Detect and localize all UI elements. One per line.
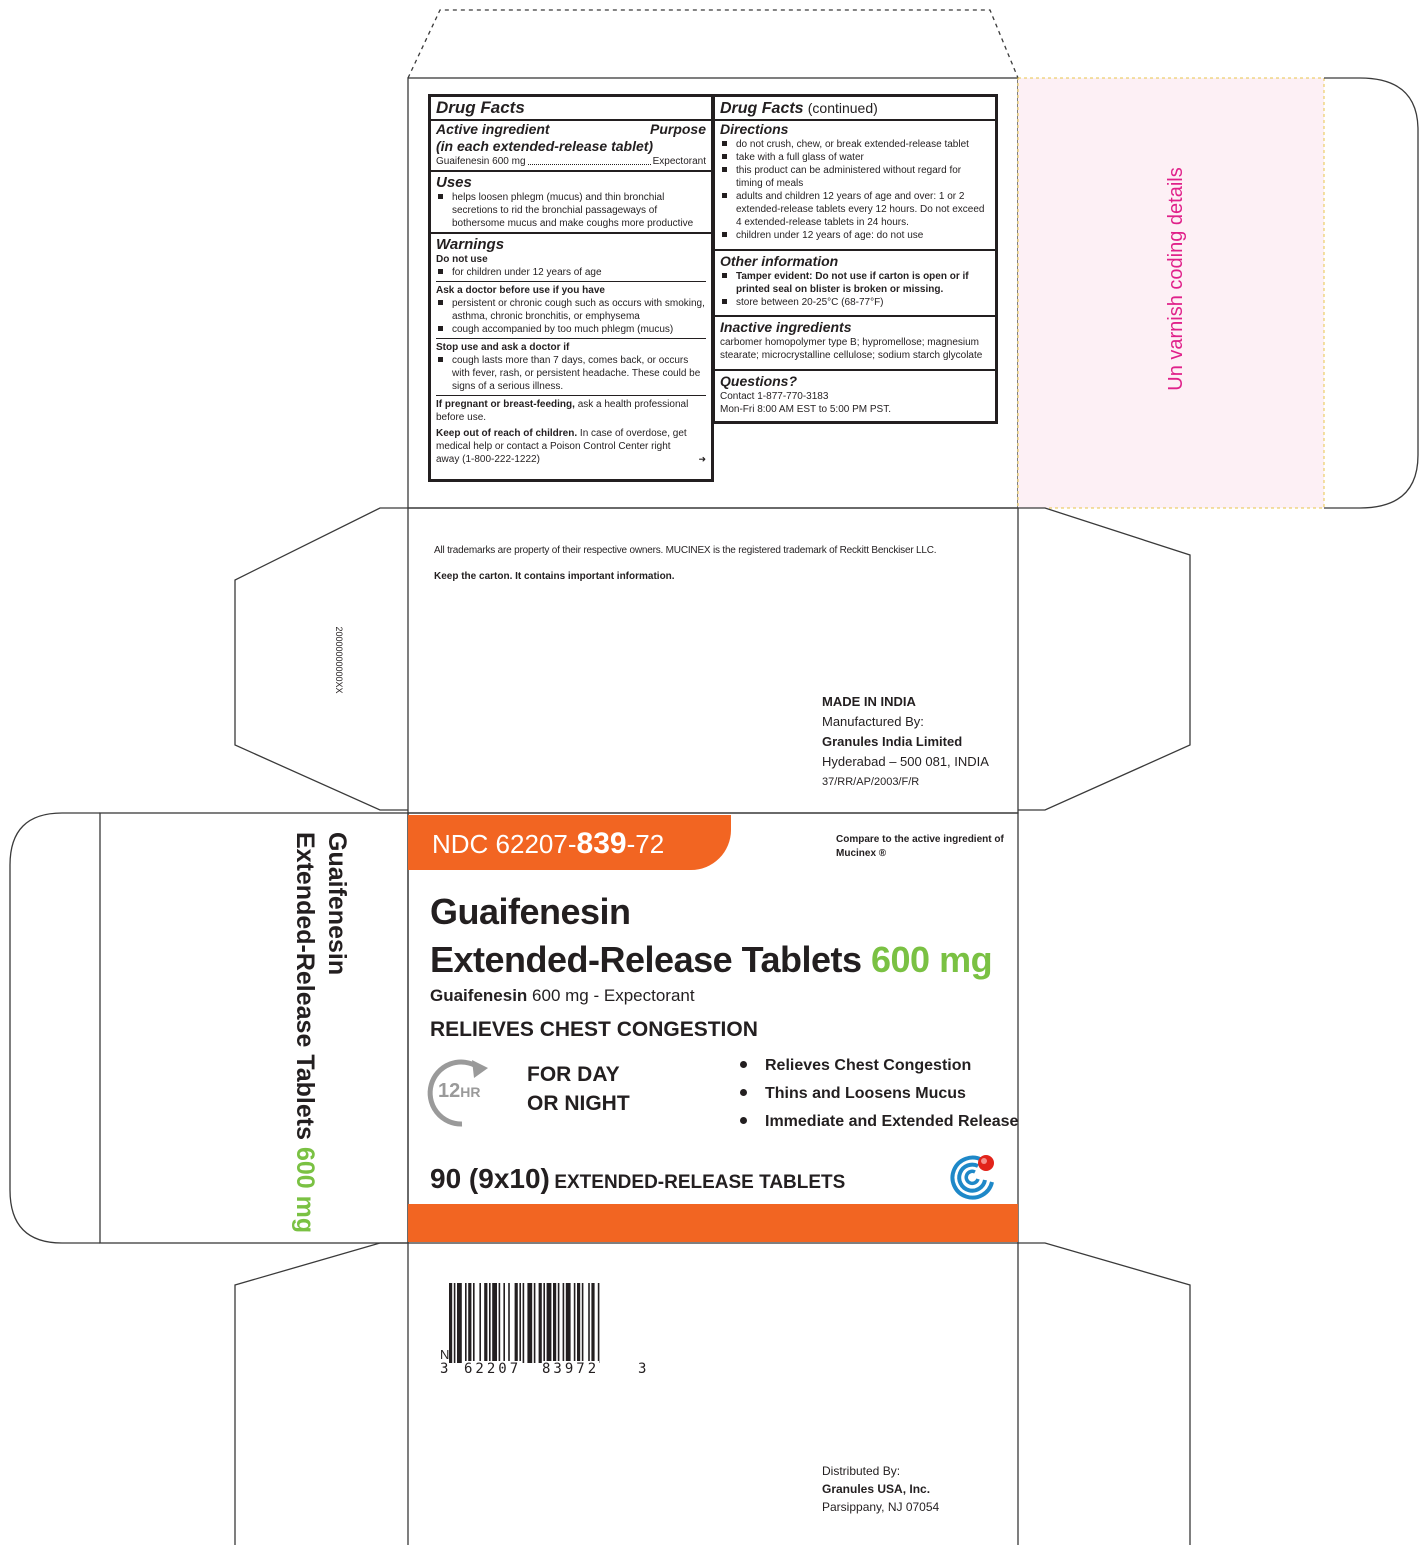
manufactured-by-label: Manufactured By: — [822, 714, 924, 729]
product-strength: 600 mg — [871, 939, 993, 980]
ask-doctor-item: persistent or chronic cough such as occurs with smoking, asthma, chronic bronchitis, or emphysema — [436, 297, 706, 323]
uses-item: helps loosen phlegm (mucus) and thin bronchial secretions to rid the bronchial passageways of bothersome mucus and make coughs more productive — [436, 191, 706, 230]
product-title — [430, 888, 992, 984]
relieves-claim: RELIEVES CHEST CONGESTION — [430, 1018, 758, 1041]
active-ingredient-section — [431, 97, 711, 172]
side-title-product: Extended-Release Tablets — [291, 832, 319, 1140]
product-title-line2 — [430, 936, 992, 984]
benefit-text: Thins and Loosens Mucus — [765, 1085, 966, 1102]
directions-heading: Directions — [720, 121, 789, 137]
keep-carton-notice: Keep the carton. It contains important information. — [434, 571, 675, 582]
tablet-count-number: 90 (9x10) — [430, 1163, 550, 1194]
upc-barcode — [438, 1283, 658, 1383]
day-night-line1: FOR DAY — [527, 1063, 620, 1086]
icon-hours: 12 — [438, 1080, 461, 1102]
barcode-first-digit: 3 — [440, 1361, 449, 1377]
do-not-use-heading: Do not use — [436, 254, 488, 265]
other-information-heading: Other information — [720, 253, 839, 269]
made-in-label: MADE IN INDIA — [822, 694, 916, 709]
drug-facts-continued-box — [712, 94, 998, 424]
other-information-section — [715, 251, 995, 317]
continue-arrow-icon: ➜ — [698, 454, 706, 464]
side-title-strength: 600 mg — [291, 1146, 319, 1234]
stop-use-item: cough lasts more than 7 days, comes back, or occurs with fever, rash, or persistent headache. These could be signs of a serious illness. — [436, 354, 706, 393]
benefit-text: Relieves Chest Congestion — [765, 1057, 972, 1074]
warnings-section — [431, 234, 711, 468]
distributor-name: Granules USA, Inc. — [822, 1482, 931, 1496]
subtitle-detail: 600 mg - Expectorant — [532, 986, 695, 1005]
keep-out-bold: Keep out of reach of children. — [436, 428, 578, 439]
per-tablet-note: (in each extended-release tablet) — [436, 138, 654, 154]
questions-heading: Questions? — [720, 373, 798, 389]
benefits-list — [738, 1052, 1018, 1136]
compare-note: Compare to the active ingredient of Mucinex ® — [836, 834, 1004, 859]
side-panel-text — [283, 832, 353, 1234]
do-not-use-item: for children under 12 years of age — [436, 266, 706, 279]
barcode-bars — [449, 1283, 649, 1363]
directions-item: children under 12 years of age: do not use — [720, 229, 990, 242]
ndc-banner — [408, 815, 731, 870]
benefit-item — [738, 1052, 1018, 1080]
drug-facts-box — [428, 94, 714, 482]
benefit-text: Immediate and Extended Release — [765, 1113, 1019, 1130]
ndc-product-code: 839 — [576, 827, 627, 860]
drug-facts-title: Drug Facts — [436, 98, 525, 117]
inactive-ingredients-text: carbomer homopolymer type B; hypromellose; magnesium stearate; microcrystalline cellulose; sodium starch glycolate — [720, 337, 983, 361]
twelve-hour-icon — [426, 1056, 498, 1128]
warnings-heading: Warnings — [436, 236, 505, 253]
drug-facts-continued-title: Drug Facts — [720, 100, 804, 117]
barcode-n-label: N — [440, 1347, 450, 1362]
ask-doctor-heading: Ask a doctor before use if you have — [436, 285, 605, 296]
product-title-form: Extended-Release Tablets — [430, 939, 862, 980]
manufacturer-name: Granules India Limited — [822, 734, 963, 749]
questions-hours: Mon-Fri 8:00 AM EST to 5:00 PM PST. — [720, 404, 891, 415]
other-information-item: Tamper evident: Do not use if carton is open or if printed seal on blister is broken or missing. — [720, 270, 990, 296]
tablet-count — [430, 1163, 845, 1195]
flap-code: 20000000000XX — [334, 626, 344, 694]
questions-contact: Contact 1-877-770-3183 — [720, 391, 829, 402]
directions-section — [715, 97, 995, 251]
ndc-prefix: NDC 62207- — [432, 829, 577, 859]
continued-label: (continued) — [807, 100, 878, 116]
benefit-item — [738, 1080, 1018, 1108]
inactive-ingredients-heading: Inactive ingredients — [720, 319, 852, 335]
manufacturer-block — [822, 692, 989, 792]
other-information-item: store between 20-25°C (68-77°F) — [720, 296, 990, 309]
distributor-block — [822, 1462, 939, 1516]
front-bottom-band — [408, 1204, 1018, 1242]
license-number: 37/RR/AP/2003/F/R — [822, 776, 920, 788]
barcode-group2: 83972 — [542, 1361, 600, 1377]
inactive-ingredients-section — [715, 317, 995, 371]
day-night-line2: OR NIGHT — [527, 1092, 630, 1115]
active-ingredient-heading: Active ingredient — [436, 121, 550, 137]
pregnancy-text: ask a health professional before use. — [436, 399, 689, 423]
ingredient-purpose: Expectorant — [652, 156, 706, 167]
icon-hr: HR — [460, 1084, 481, 1100]
pregnancy-warning — [436, 398, 706, 424]
side-title-line2 — [289, 832, 321, 1234]
directions-item: adults and children 12 years of age and over: 1 or 2 extended-release tablets every 12 hours. Do not exceed 4 extended-release tablets in 24 hours. — [720, 190, 990, 229]
keep-out-text: In case of overdose, get medical help or contact a Poison Control Center right away (1-800-222-1222) — [436, 428, 687, 465]
directions-item: take with a full glass of water — [720, 151, 990, 164]
questions-section — [715, 371, 995, 418]
distributor-label: Distributed By: — [822, 1464, 901, 1478]
ndc-number — [432, 829, 664, 859]
barcode-group1: 62207 — [464, 1361, 522, 1377]
purpose-heading: Purpose — [649, 121, 706, 137]
day-night-claim — [527, 1060, 630, 1118]
barcode-last-digit: 3 — [638, 1361, 647, 1377]
directions-item: this product can be administered without regard for timing of meals — [720, 164, 990, 190]
pregnancy-bold: If pregnant or breast-feeding, — [436, 399, 575, 410]
ingredient-name: Guaifenesin 600 mg — [436, 156, 526, 167]
side-title-line1: Guaifenesin — [323, 832, 351, 976]
distributor-address: Parsippany, NJ 07054 — [822, 1500, 940, 1514]
subtitle-ingredient: Guaifenesin — [430, 986, 528, 1005]
tablet-count-label: EXTENDED-RELEASE TABLETS — [554, 1172, 846, 1193]
uses-section — [431, 172, 711, 234]
ndc-package-code: -72 — [626, 829, 665, 859]
directions-item: do not crush, chew, or break extended-release tablet — [720, 138, 990, 151]
trademark-notice: All trademarks are property of their respective owners. MUCINEX is the registered trademark of Reckitt Benckiser LLC. — [434, 545, 937, 556]
product-subtitle — [430, 986, 695, 1006]
ask-doctor-item: cough accompanied by too much phlegm (mucus) — [436, 323, 706, 336]
manufacturer-address: Hyderabad – 500 081, INDIA — [822, 754, 989, 769]
uses-heading: Uses — [436, 174, 472, 191]
granules-logo-icon — [948, 1150, 998, 1200]
varnish-coding-label: Un varnish coding details — [1165, 167, 1187, 391]
keep-out-warning — [436, 427, 706, 466]
product-title-line1: Guaifenesin — [430, 891, 631, 932]
stop-use-heading: Stop use and ask a doctor if — [436, 342, 570, 353]
benefit-item — [738, 1108, 1018, 1136]
